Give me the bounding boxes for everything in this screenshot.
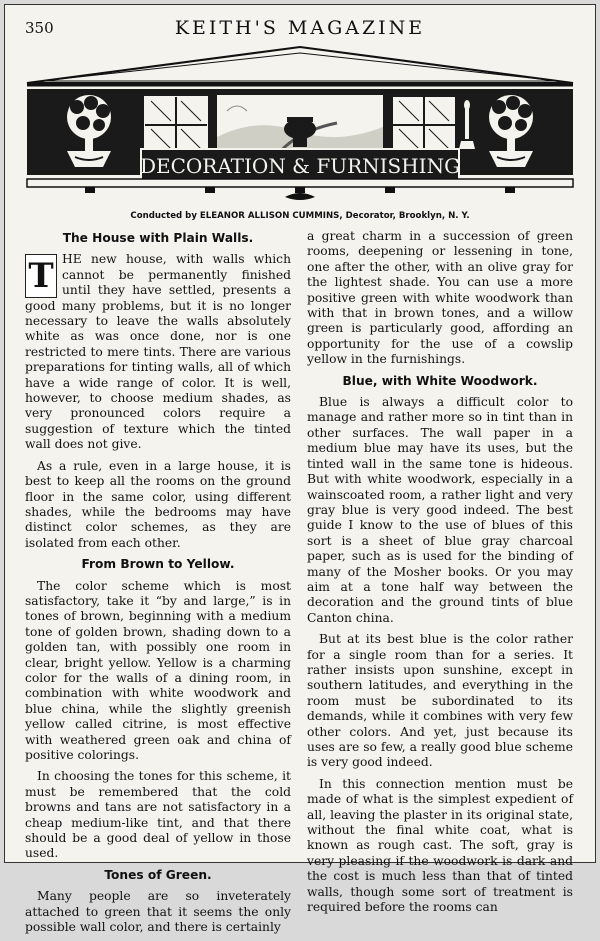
section-heading: The House with Plain Walls. [62,231,254,245]
left-column [25,229,291,941]
paragraph: As a rule, even in a large house, it is best to keep all the rooms on the ground floor in the same color, using different shades, while the bedrooms may have distinct color schemes, as they are isolated from each other. [25,458,291,550]
paragraph: Many people are so inveterately attached to green that it seems the only possible wall color, and there is certainly [25,889,291,935]
paragraph: In this connection mention must be made of what is the simplest expedient of all, leaving the plaster in its original state, without the final white coat, what is known as rough cast. The soft, gray is very pleasing if the woodwork is dark and the cost is much less than that of tinted walls, though some sort of treatment is required before the rooms can [307,776,573,915]
paragraph: Blue is always a difficult color to manage and rather more so in tint than in other surfaces. The wall paper in a medium blue may have its uses, but the tinted wall in the same tone is hideous. But with white woodwork, especially in a wainscoated room, a rather light and very gray blue is very good indeed. The best guide I know to the use of blues of this sort is a sheet of blue gray charcoal paper, such as is used for the binding of many of the Mosher books. Or you may aim at a tone half way between the decoration and the ground tints of blue Canton china. [307,395,573,625]
banner-illustration [27,45,573,205]
decoration-banner [27,45,573,205]
paragraph: In choosing the tones for this scheme, it must be remembered that the cold browns and tans are not satisfactory in a cheap medium-like tint, and that there should be a good deal of yellow in those used. [25,769,291,861]
roof-outline [27,47,573,83]
byline: Conducted by ELEANOR ALLISON CUMMINS, Decorator, Brooklyn, N. Y. [130,211,470,221]
window-icon [145,97,207,153]
page-number: 350 [25,19,54,37]
running-head [5,17,595,41]
window-icon [393,97,455,153]
drop-cap: T [25,254,57,298]
section-heading: From Brown to Yellow. [81,557,235,572]
paragraph [25,252,291,452]
paragraph: The color scheme which is most satisfactory, take it “by and large,” is in tones of brown, beginning with a medium tone of golden brown, shading down to a golden tan, with possibly one room in clear, bright yellow. Yellow is a charming color for the walls of a dining room, in combination with white woodwork and blue china, while the slightly greenish yellow called citrine, is most effective with weathered green oak and china of positive colorings. [25,578,291,762]
magazine-page [4,4,596,935]
paragraph-text: HE new house, with walls which cannot be permanently finished until they have settled, presents a good many problems, but it is no longer necessary to leave the walls absolutely white as was once done, nor is one restricted to mere tints. There are various preparations for tinting walls, all of which have a wide range of color. It is well, however, to choose medium shades, as very pronounced colors require a suggestion of texture which the tinted wall does not give. [25,252,291,452]
magazine-title: KEITH'S MAGAZINE [174,17,426,39]
section-heading: Tones of Green. [104,867,212,882]
flower-pot-icon [489,95,533,167]
right-column [307,229,573,921]
paragraph: But at its best blue is the color rather for a single room than for a series. It rather insists upon sunshine, except in southern latitudes, and everything in the room must be subordinated to its demands, while it combines with very few other colors. And yet, just because its uses are so few, a really good blue scheme is very good indeed. [307,632,573,770]
section-heading: Blue, with White Woodwork. [342,373,538,388]
flower-pot-icon [67,95,111,167]
banner-title: DECORATION & FURNISHING [139,154,461,178]
paragraph: a great charm in a succession of green rooms, deepening or lessening in tone, one after the other, with an olive gray for the lightest shade. You can use a more positive green with white woodwork than with that in brown tones, and a willow green is particularly good, affording an opportunity for the use of a cowslip yellow in the furnishings. [307,229,573,367]
ornament-icon [285,193,315,200]
